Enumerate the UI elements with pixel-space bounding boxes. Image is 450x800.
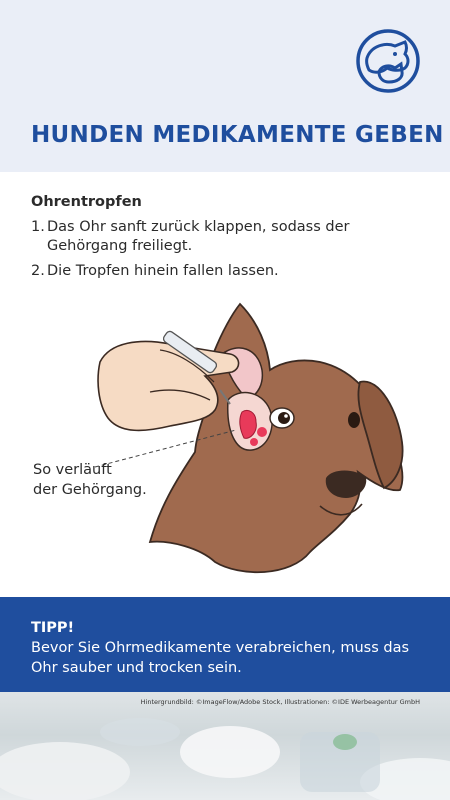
dog-ear-drops-illustration <box>0 292 450 587</box>
tip-text: Bevor Sie Ohrmedikamente verabreichen, muss das Ohr sauber und trocken sein. <box>31 640 410 676</box>
list-item <box>31 262 431 281</box>
pills-background-image <box>0 692 450 800</box>
dog-cat-logo-icon <box>355 28 421 94</box>
tip-title: TIPP! <box>31 620 75 636</box>
list-item <box>31 218 431 256</box>
steps-list <box>31 218 431 287</box>
callout-line-2: der Gehörgang. <box>33 482 147 498</box>
background-photo <box>0 692 450 800</box>
image-credit: Hintergrundbild: ©ImageFlow/Adobe Stock, Illustrationen: ©IDE Werbeagentur GmbH <box>140 698 420 706</box>
step-number: 1. <box>31 219 45 235</box>
section-heading: Ohrentropfen <box>31 194 142 210</box>
ear-canal-callout <box>33 460 147 500</box>
header-band <box>0 0 450 172</box>
step-text: Die Tropfen hinein fallen lassen. <box>47 263 279 279</box>
callout-line-1: So verläuft <box>33 462 112 478</box>
step-text: Das Ohr sanft zurück klappen, sodass der Gehörgang freiliegt. <box>47 219 350 254</box>
step-number: 2. <box>31 263 45 279</box>
page-title: HUNDEN MEDIKAMENTE GEBEN <box>31 122 444 148</box>
tip-box <box>0 597 450 692</box>
